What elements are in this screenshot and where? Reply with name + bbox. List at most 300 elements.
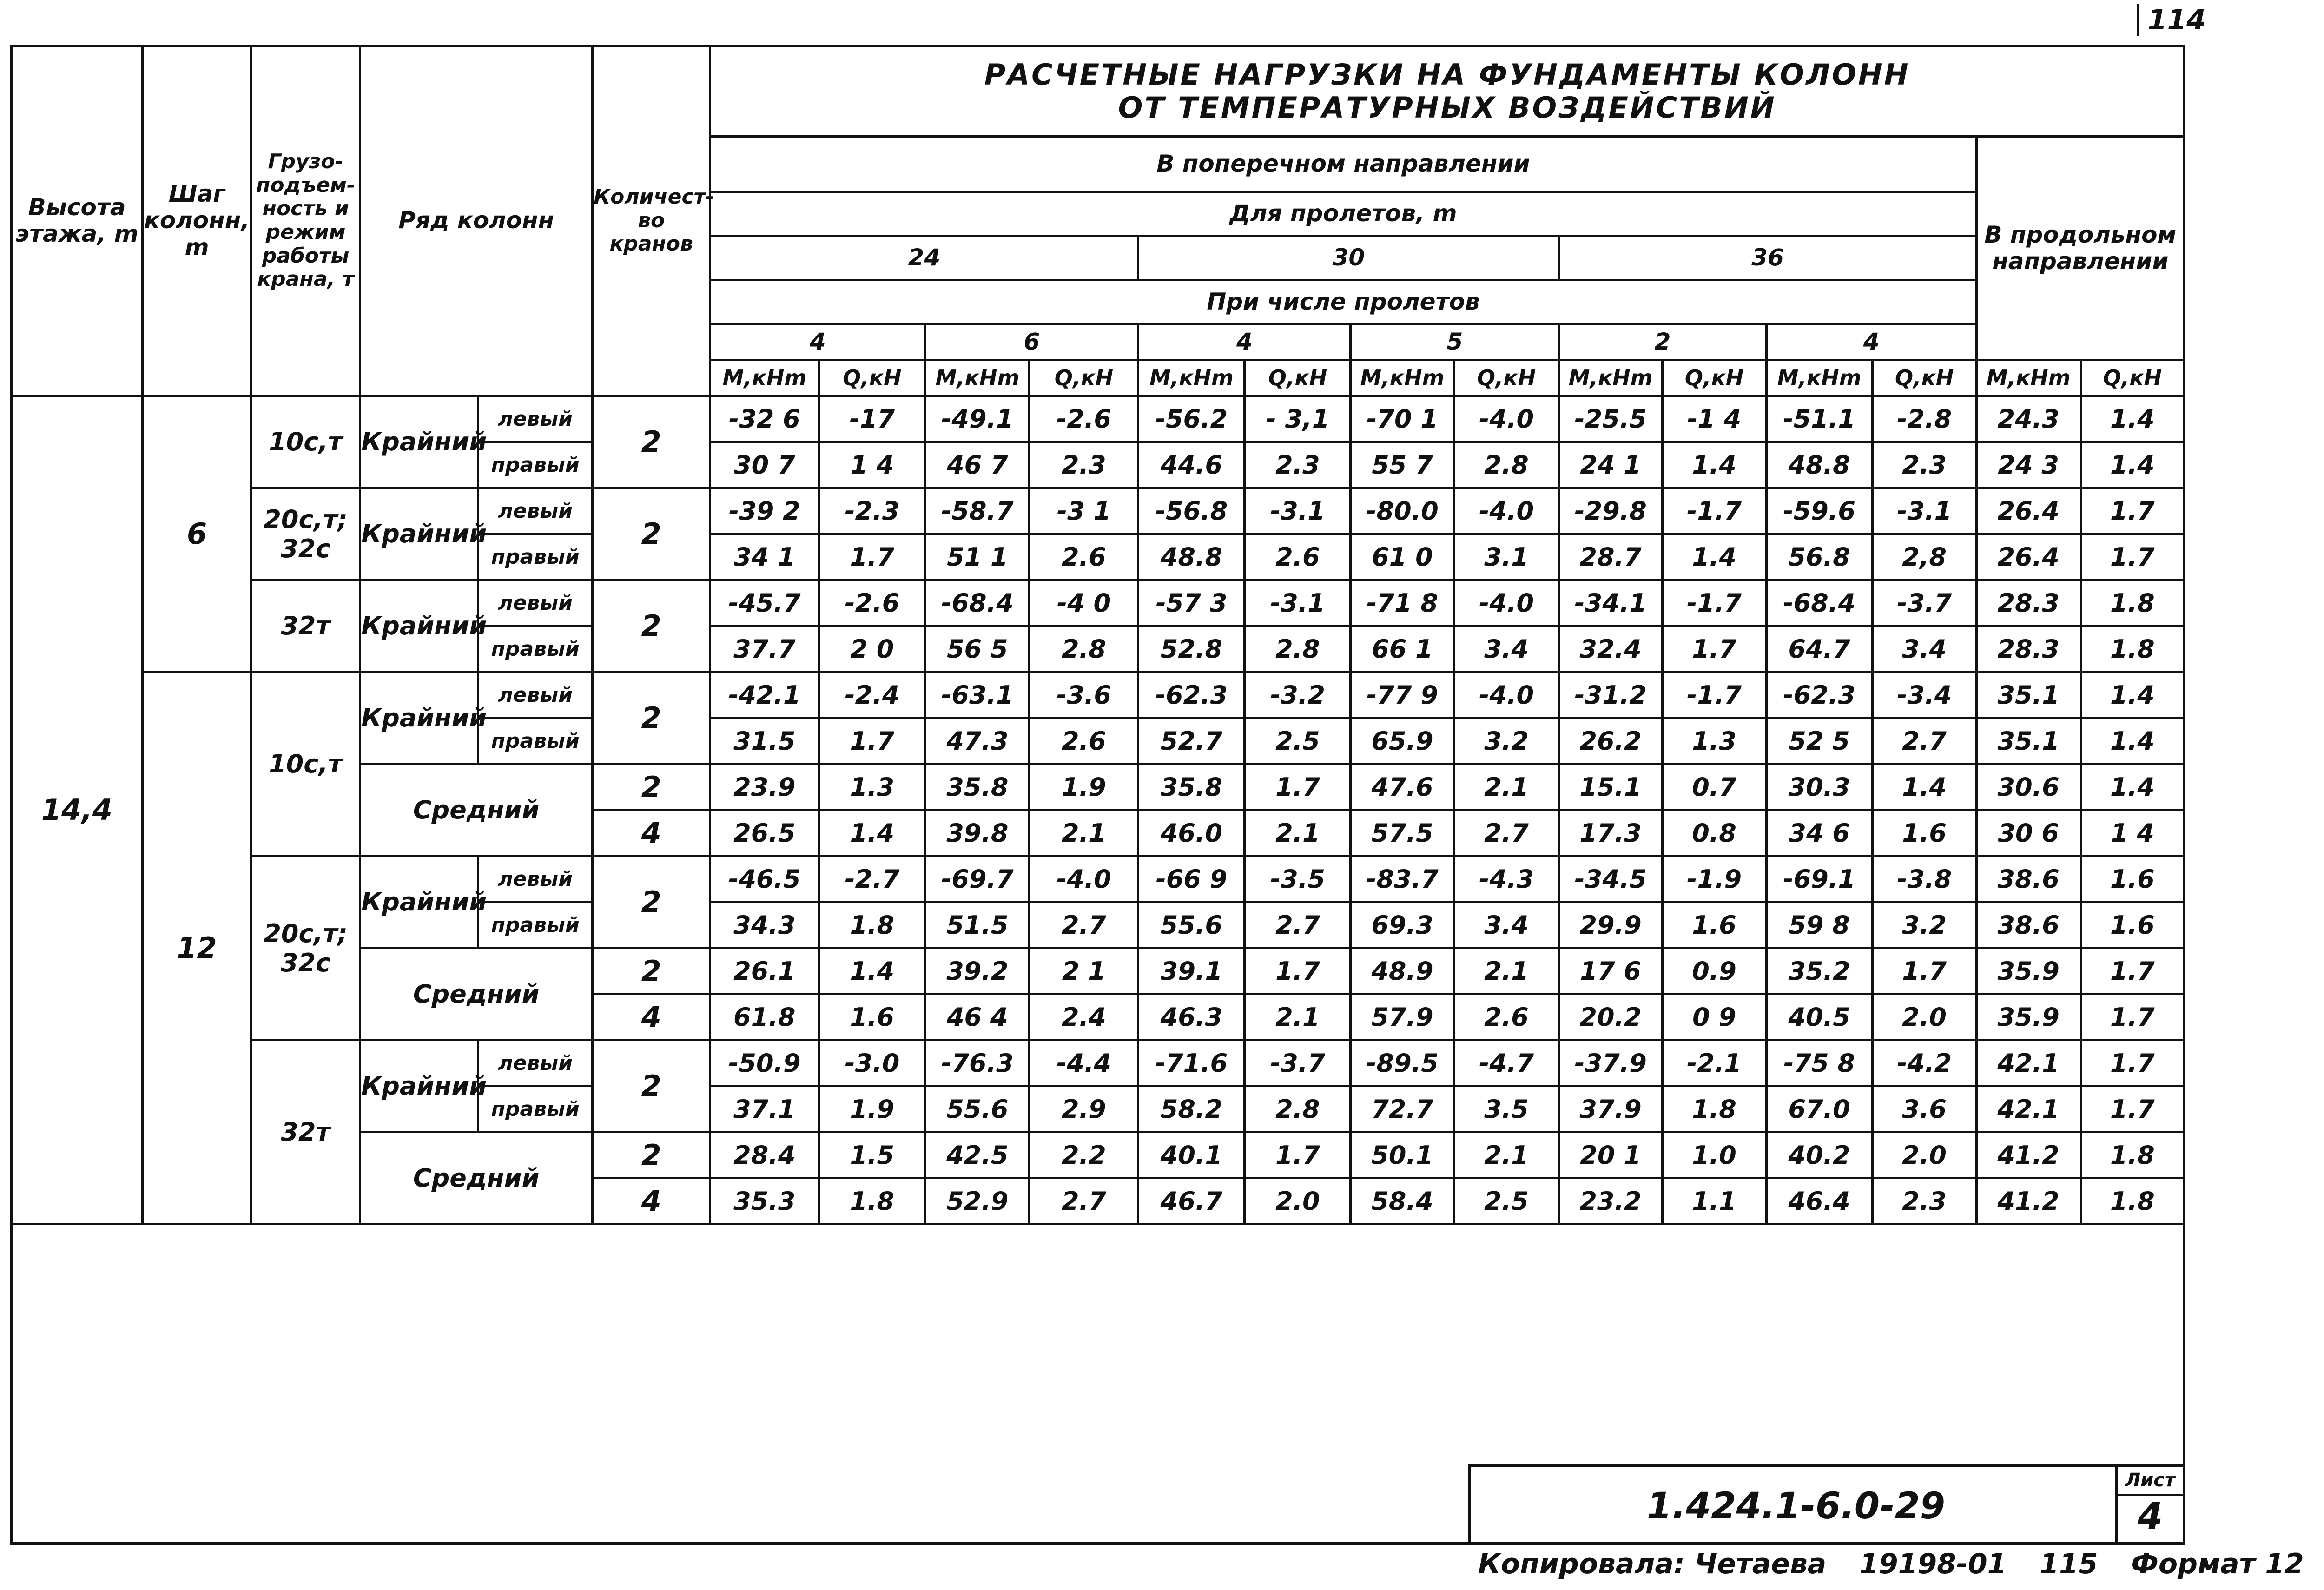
moment-value: 35.1 (1976, 672, 2080, 718)
crane-count: 2 (593, 580, 710, 672)
header-spans-count: 4 (1138, 324, 1351, 360)
row-edge: Крайний (360, 396, 478, 488)
shear-value: 1.4 (819, 810, 925, 856)
shear-value: 1.4 (1872, 764, 1976, 810)
moment-value: 39.2 (925, 948, 1030, 994)
shear-value: 3.1 (1454, 534, 1559, 580)
moment-value: -25.5 (1559, 396, 1662, 442)
shear-value: 0.7 (1662, 764, 1766, 810)
crane-10: 10с,т (251, 396, 360, 488)
moment-value: 51.5 (925, 902, 1030, 948)
header-column-step: Шаг колонн, m (143, 46, 251, 396)
format: Формат 12 (2131, 1548, 2304, 1580)
moment-value: 38.6 (1976, 902, 2080, 948)
moment-value: 56 5 (925, 626, 1030, 672)
moment-value: 52.9 (925, 1178, 1030, 1224)
crane-count: 2 (593, 948, 710, 994)
row-edge: Крайний (360, 856, 478, 948)
header-floor-height: Высота этажа, m (12, 46, 143, 396)
shear-value: 0.8 (1662, 810, 1766, 856)
shear-value: 3.5 (1454, 1086, 1559, 1132)
moment-value: 34.3 (710, 902, 819, 948)
shear-value: 2.3 (1030, 442, 1138, 488)
header-shear: Q,кН (2080, 360, 2184, 396)
shear-value: 1.7 (819, 718, 925, 764)
shear-value: -1.9 (1662, 856, 1766, 902)
shear-value: 1.1 (1662, 1178, 1766, 1224)
moment-value: 57.5 (1351, 810, 1454, 856)
shear-value: -2.1 (1662, 1040, 1766, 1086)
shear-value: 3.2 (1454, 718, 1559, 764)
shear-value: 3.4 (1872, 626, 1976, 672)
moment-value: -45.7 (710, 580, 819, 626)
moment-value: 39.8 (925, 810, 1030, 856)
row-right: правый (478, 902, 593, 948)
moment-value: -50.9 (710, 1040, 819, 1086)
moment-value: 32.4 (1559, 626, 1662, 672)
shear-value: 2.8 (1030, 626, 1138, 672)
shear-value: 2.0 (1245, 1178, 1351, 1224)
shear-value: 1.9 (819, 1086, 925, 1132)
shear-value: 1.4 (1662, 442, 1766, 488)
row-middle: Средний (360, 948, 593, 1040)
moment-value: 40.2 (1766, 1132, 1872, 1178)
moment-value: 40.5 (1766, 994, 1872, 1040)
crane-20: 20с,т; 32с (251, 488, 360, 580)
shear-value: 2.5 (1454, 1178, 1559, 1224)
crane-count: 2 (593, 488, 710, 580)
shear-value: 1.7 (2080, 534, 2184, 580)
header-moment: M,кНm (1138, 360, 1245, 396)
moment-value: 42.1 (1976, 1040, 2080, 1086)
moment-value: 56.8 (1766, 534, 1872, 580)
shear-value: 2.6 (1030, 718, 1138, 764)
shear-value: 1 4 (2080, 810, 2184, 856)
header-moment: M,кНm (925, 360, 1030, 396)
moment-value: -83.7 (1351, 856, 1454, 902)
crane-10: 10с,т (251, 672, 360, 856)
shear-value: 1.8 (2080, 1178, 2184, 1224)
crane-20: 20с,т; 32с (251, 856, 360, 1040)
moment-value: -68.4 (925, 580, 1030, 626)
moment-value: -66 9 (1138, 856, 1245, 902)
shear-value: 2.8 (1454, 442, 1559, 488)
row-left: левый (478, 672, 593, 718)
shear-value: -3.2 (1245, 672, 1351, 718)
header-moment: M,кНm (1976, 360, 2080, 396)
header-crane-count: Количест-во кранов (593, 46, 710, 396)
shear-value: -2.4 (819, 672, 925, 718)
crane-count: 4 (593, 994, 710, 1040)
moment-value: -75 8 (1766, 1040, 1872, 1086)
moment-value: -62.3 (1138, 672, 1245, 718)
moment-value: 23.2 (1559, 1178, 1662, 1224)
row-middle: Средний (360, 1132, 593, 1224)
step-12-value: 12 (143, 672, 251, 1224)
shear-value: -4.0 (1454, 396, 1559, 442)
moment-value: 47.6 (1351, 764, 1454, 810)
table-title (710, 46, 2185, 137)
shear-value: -3 1 (1030, 488, 1138, 534)
moment-value: 55 7 (1351, 442, 1454, 488)
row-edge: Крайний (360, 672, 478, 764)
header-spans-count: 4 (710, 324, 925, 360)
moment-value: 28.7 (1559, 534, 1662, 580)
shear-value: -4.4 (1030, 1040, 1138, 1086)
sheet-box (2115, 1467, 2183, 1545)
moment-value: 38.6 (1976, 856, 2080, 902)
header-longitudinal: В продольном направлении (1976, 137, 2184, 360)
moment-value: 30 6 (1976, 810, 2080, 856)
moment-value: -59.6 (1766, 488, 1872, 534)
shear-value: 2.1 (1030, 810, 1138, 856)
moment-value: 55.6 (1138, 902, 1245, 948)
header-shear: Q,кН (1872, 360, 1976, 396)
moment-value: -56.2 (1138, 396, 1245, 442)
header-moment: M,кНm (710, 360, 819, 396)
shear-value: -4.0 (1030, 856, 1138, 902)
shear-value: 1.8 (2080, 580, 2184, 626)
moment-value: 17.3 (1559, 810, 1662, 856)
header-spans-count: 5 (1351, 324, 1559, 360)
shear-value: 0 9 (1662, 994, 1766, 1040)
moment-value: 35.8 (1138, 764, 1245, 810)
moment-value: 37.9 (1559, 1086, 1662, 1132)
moment-value: 51 1 (925, 534, 1030, 580)
shear-value: 2.1 (1454, 1132, 1559, 1178)
shear-value: -1.7 (1662, 672, 1766, 718)
copied-by: Копировала: Четаева (1478, 1548, 1827, 1580)
moment-value: -34.1 (1559, 580, 1662, 626)
shear-value: 1.4 (2080, 718, 2184, 764)
title-block (1468, 1464, 2185, 1545)
moment-value: -62.3 (1766, 672, 1872, 718)
shear-value: -3.7 (1245, 1040, 1351, 1086)
shear-value: -4.0 (1454, 672, 1559, 718)
moment-value: 28.3 (1976, 580, 2080, 626)
moment-value: 35.2 (1766, 948, 1872, 994)
moment-value: -42.1 (710, 672, 819, 718)
shear-value: 2.1 (1245, 810, 1351, 856)
shear-value: 1.4 (2080, 442, 2184, 488)
moment-value: 35.1 (1976, 718, 2080, 764)
moment-value: -71 8 (1351, 580, 1454, 626)
header-span-30: 30 (1138, 236, 1559, 280)
moment-value: 26.4 (1976, 488, 2080, 534)
shear-value: -3.5 (1245, 856, 1351, 902)
row-edge: Крайний (360, 488, 478, 580)
shear-value: 2,8 (1872, 534, 1976, 580)
shear-value: 1.6 (2080, 902, 2184, 948)
moment-value: 34 1 (710, 534, 819, 580)
shear-value: 2.6 (1454, 994, 1559, 1040)
moment-value: 48.8 (1138, 534, 1245, 580)
moment-value: 46.0 (1138, 810, 1245, 856)
crane-count: 2 (593, 1132, 710, 1178)
moment-value: 26.4 (1976, 534, 2080, 580)
moment-value: 37.1 (710, 1086, 819, 1132)
shear-value: 2.9 (1030, 1086, 1138, 1132)
moment-value: 17 6 (1559, 948, 1662, 994)
shear-value: 1.8 (2080, 626, 2184, 672)
shear-value: 1.6 (1872, 810, 1976, 856)
crane-count: 2 (593, 764, 710, 810)
moment-value: 55.6 (925, 1086, 1030, 1132)
moment-value: -63.1 (925, 672, 1030, 718)
shear-value: -3.8 (1872, 856, 1976, 902)
shear-value: 2.3 (1245, 442, 1351, 488)
row-left: левый (478, 396, 593, 442)
table-title-line2: ОТ ТЕМПЕРАТУРНЫХ ВОЗДЕЙСТВИЙ (1118, 91, 1776, 125)
shear-value: 2.4 (1030, 994, 1138, 1040)
shear-value: -3.6 (1030, 672, 1138, 718)
crane-count: 4 (593, 810, 710, 856)
shear-value: 1.3 (1662, 718, 1766, 764)
row-right: правый (478, 534, 593, 580)
header-shear: Q,кН (1662, 360, 1766, 396)
moment-value: 46 4 (925, 994, 1030, 1040)
moment-value: 48.9 (1351, 948, 1454, 994)
shear-value: -4.0 (1454, 488, 1559, 534)
shear-value: -4 0 (1030, 580, 1138, 626)
shear-value: 2.5 (1245, 718, 1351, 764)
shear-value: 1.6 (819, 994, 925, 1040)
shear-value: 1.8 (1662, 1086, 1766, 1132)
header-shear: Q,кН (1245, 360, 1351, 396)
crane-count: 2 (593, 396, 710, 488)
table-row (12, 396, 2185, 442)
moment-value: 61 0 (1351, 534, 1454, 580)
header-span-24: 24 (710, 236, 1138, 280)
row-right: правый (478, 626, 593, 672)
header-transverse: В поперечном направлении (710, 137, 1976, 192)
moment-value: 35.8 (925, 764, 1030, 810)
moment-value: 41.2 (1976, 1178, 2080, 1224)
moment-value: 64.7 (1766, 626, 1872, 672)
shear-value: -3.1 (1245, 580, 1351, 626)
moment-value: 46 7 (925, 442, 1030, 488)
order-number: 19198-01 (1859, 1548, 2007, 1580)
moment-value: 28.3 (1976, 626, 2080, 672)
moment-value: 47.3 (925, 718, 1030, 764)
shear-value: 1 4 (819, 442, 925, 488)
moment-value: 48.8 (1766, 442, 1872, 488)
shear-value: -4.7 (1454, 1040, 1559, 1086)
moment-value: 44.6 (1138, 442, 1245, 488)
moment-value: 65.9 (1351, 718, 1454, 764)
crane-32: 32т (251, 1040, 360, 1224)
moment-value: -46.5 (710, 856, 819, 902)
shear-value: 1.7 (2080, 1040, 2184, 1086)
moment-value: 34 6 (1766, 810, 1872, 856)
shear-value: 3.4 (1454, 902, 1559, 948)
row-middle: Средний (360, 764, 593, 856)
shear-value: 2.8 (1245, 626, 1351, 672)
shear-value: 0.9 (1662, 948, 1766, 994)
shear-value: 1.7 (2080, 948, 2184, 994)
footer-number: 115 (2040, 1548, 2098, 1580)
shear-value: -2.3 (819, 488, 925, 534)
shear-value: 2.3 (1872, 1178, 1976, 1224)
moment-value: 52.7 (1138, 718, 1245, 764)
shear-value: 2 1 (1030, 948, 1138, 994)
crane-count: 2 (593, 672, 710, 764)
crane-32: 32т (251, 580, 360, 672)
shear-value: 2.1 (1454, 948, 1559, 994)
moment-value: -31.2 (1559, 672, 1662, 718)
shear-value: 2.1 (1454, 764, 1559, 810)
moment-value: -71.6 (1138, 1040, 1245, 1086)
footer (1478, 1548, 2324, 1580)
table-title-line1: РАСЧЕТНЫЕ НАГРУЗКИ НА ФУНДАМЕНТЫ КОЛОНН (984, 57, 1910, 92)
moment-value: 26.5 (710, 810, 819, 856)
row-left: левый (478, 488, 593, 534)
shear-value: 2.7 (1030, 1178, 1138, 1224)
shear-value: 1.7 (2080, 1086, 2184, 1132)
shear-value: -1.7 (1662, 580, 1766, 626)
moment-value: -69.7 (925, 856, 1030, 902)
moment-value: 20 1 (1559, 1132, 1662, 1178)
moment-value: 42.5 (925, 1132, 1030, 1178)
moment-value: -57 3 (1138, 580, 1245, 626)
row-edge: Крайний (360, 1040, 478, 1132)
shear-value: 1.0 (1662, 1132, 1766, 1178)
shear-value: 1.7 (1872, 948, 1976, 994)
shear-value: 2.7 (1454, 810, 1559, 856)
shear-value: 2.6 (1245, 534, 1351, 580)
moment-value: 58.2 (1138, 1086, 1245, 1132)
shear-value: 2.0 (1872, 1132, 1976, 1178)
shear-value: 2 0 (819, 626, 925, 672)
shear-value: -2.8 (1872, 396, 1976, 442)
table-row (12, 580, 2185, 626)
row-right: правый (478, 1086, 593, 1132)
header-shear: Q,кН (819, 360, 925, 396)
moment-value: -70 1 (1351, 396, 1454, 442)
header-moment: M,кНm (1559, 360, 1662, 396)
shear-value: 2.6 (1030, 534, 1138, 580)
shear-value: 2.8 (1245, 1086, 1351, 1132)
moment-value: 26.2 (1559, 718, 1662, 764)
header-moment: M,кНm (1766, 360, 1872, 396)
moment-value: 46.4 (1766, 1178, 1872, 1224)
moment-value: 24.3 (1976, 396, 2080, 442)
moment-value: -69.1 (1766, 856, 1872, 902)
header-span-36: 36 (1559, 236, 1976, 280)
moment-value: -32 6 (710, 396, 819, 442)
shear-value: 1.8 (2080, 1132, 2184, 1178)
shear-value: -2.6 (819, 580, 925, 626)
shear-value: 2.7 (1872, 718, 1976, 764)
moment-value: 46.7 (1138, 1178, 1245, 1224)
shear-value: - 3,1 (1245, 396, 1351, 442)
header-spans-count: 6 (925, 324, 1138, 360)
shear-value: 2.1 (1245, 994, 1351, 1040)
moment-value: 39.1 (1138, 948, 1245, 994)
shear-value: -1 4 (1662, 396, 1766, 442)
shear-value: 1.4 (1662, 534, 1766, 580)
moment-value: 50.1 (1351, 1132, 1454, 1178)
crane-count: 4 (593, 1178, 710, 1224)
shear-value: -17 (819, 396, 925, 442)
crane-count: 2 (593, 856, 710, 948)
shear-value: -1.7 (1662, 488, 1766, 534)
moment-value: -37.9 (1559, 1040, 1662, 1086)
moment-value: -51.1 (1766, 396, 1872, 442)
moment-value: 58.4 (1351, 1178, 1454, 1224)
document-code: 1.424.1-6.0-29 (1646, 1485, 1946, 1527)
shear-value: -2.7 (819, 856, 925, 902)
moment-value: 24 1 (1559, 442, 1662, 488)
moment-value: -76.3 (925, 1040, 1030, 1086)
shear-value: 3.2 (1872, 902, 1976, 948)
floor-height-value: 14,4 (12, 396, 143, 1224)
shear-value: 2.7 (1245, 902, 1351, 948)
shear-value: 1.7 (1245, 1132, 1351, 1178)
table-row (12, 488, 2185, 534)
sheet-number: 4 (2137, 1496, 2163, 1537)
loads-table (10, 45, 2185, 1225)
shear-value: 1.9 (1030, 764, 1138, 810)
shear-value: -4.3 (1454, 856, 1559, 902)
moment-value: -77 9 (1351, 672, 1454, 718)
moment-value: -56.8 (1138, 488, 1245, 534)
shear-value: -3.7 (1872, 580, 1976, 626)
moment-value: 69.3 (1351, 902, 1454, 948)
moment-value: 23.9 (710, 764, 819, 810)
shear-value: -3.1 (1872, 488, 1976, 534)
shear-value: -4.0 (1454, 580, 1559, 626)
shear-value: 1.8 (819, 1178, 925, 1224)
shear-value: -4.2 (1872, 1040, 1976, 1086)
sheet-label: Лист (2118, 1467, 2183, 1496)
shear-value: 3.4 (1454, 626, 1559, 672)
moment-value: -89.5 (1351, 1040, 1454, 1086)
moment-value: 20.2 (1559, 994, 1662, 1040)
moment-value: -68.4 (1766, 580, 1872, 626)
shear-value: 1.8 (819, 902, 925, 948)
corner-page-number: 114 (2137, 4, 2206, 36)
moment-value: 67.0 (1766, 1086, 1872, 1132)
moment-value: 35.3 (710, 1178, 819, 1224)
shear-value: 1.6 (2080, 856, 2184, 902)
moment-value: 61.8 (710, 994, 819, 1040)
moment-value: -49.1 (925, 396, 1030, 442)
shear-value: 1.4 (819, 948, 925, 994)
moment-value: -58.7 (925, 488, 1030, 534)
shear-value: 1.7 (819, 534, 925, 580)
header-shear: Q,кН (1454, 360, 1559, 396)
moment-value: 59 8 (1766, 902, 1872, 948)
shear-value: 1.5 (819, 1132, 925, 1178)
moment-value: 46.3 (1138, 994, 1245, 1040)
moment-value: 40.1 (1138, 1132, 1245, 1178)
shear-value: 1.7 (2080, 994, 2184, 1040)
shear-value: 2.2 (1030, 1132, 1138, 1178)
moment-value: 35.9 (1976, 994, 2080, 1040)
shear-value: 1.4 (2080, 672, 2184, 718)
row-left: левый (478, 1040, 593, 1086)
shear-value: -3.0 (819, 1040, 925, 1086)
table-row (12, 1040, 2185, 1086)
moment-value: 41.2 (1976, 1132, 2080, 1178)
moment-value: 31.5 (710, 718, 819, 764)
shear-value: 2.0 (1872, 994, 1976, 1040)
moment-value: 28.4 (710, 1132, 819, 1178)
header-crane-capacity: Грузо-подъем-ность и режим работы крана, т (251, 46, 360, 396)
moment-value: 29.9 (1559, 902, 1662, 948)
row-right: правый (478, 718, 593, 764)
